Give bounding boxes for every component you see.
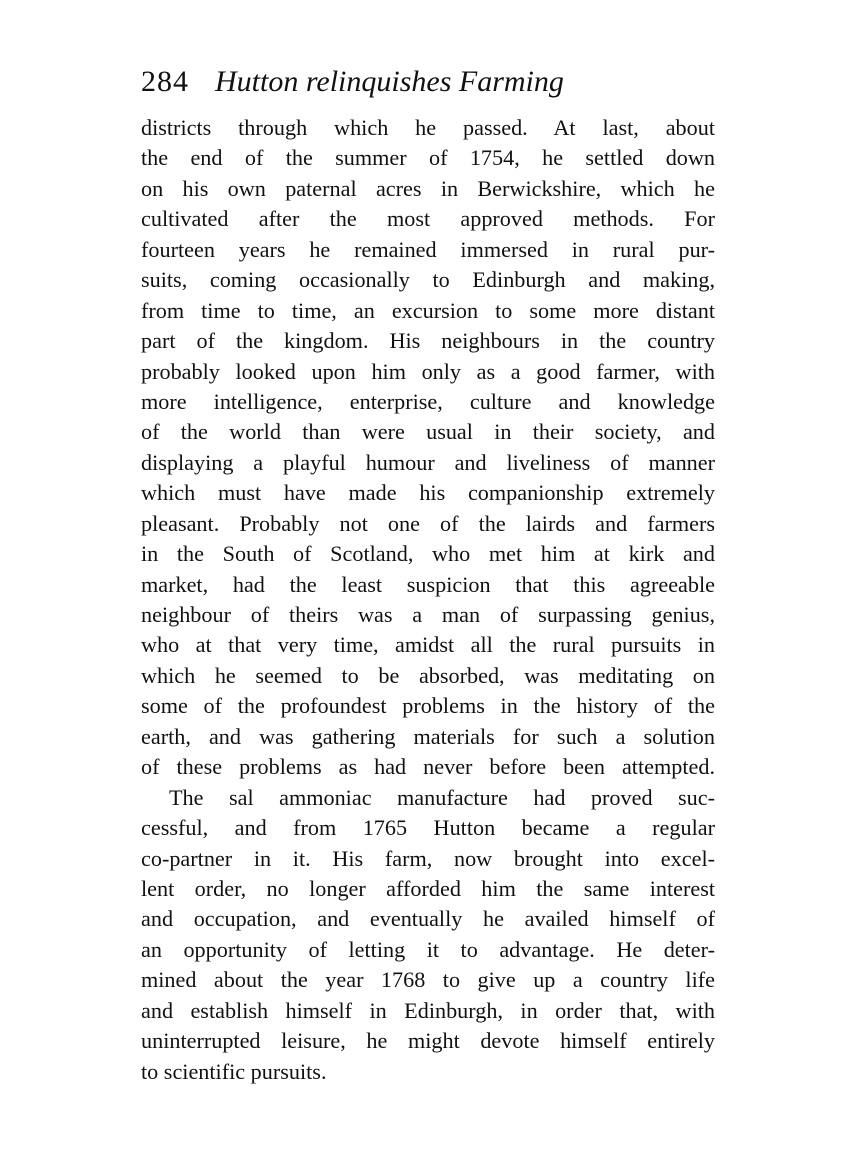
text-line: and establish himself in Edinburgh, in order that, with <box>141 997 715 1023</box>
text-line: pleasant. Probably not one of the lairds and farmers <box>141 510 715 536</box>
text-line: some of the profoundest problems in the history of the <box>141 693 715 719</box>
text-line: part of the kingdom. His neighbours in the country <box>141 328 715 354</box>
text-line: neighbour of theirs was a man of surpassing genius, <box>141 602 715 627</box>
text-line: and occupation, and eventually he availed himself of <box>141 906 715 932</box>
running-head <box>141 62 721 102</box>
text-line: probably looked upon him only as a good farmer, with <box>141 358 715 384</box>
text-line: cessful, and from 1765 Hutton became a regular <box>141 815 715 841</box>
text-line: market, had the least suspicion that this agreeable <box>141 571 715 597</box>
text-line: The sal ammoniac manufacture had proved suc- <box>169 784 715 810</box>
text-line: on his own paternal acres in Berwickshire, which he <box>141 175 715 201</box>
text-line: earth, and was gathering materials for such a solution <box>141 723 715 749</box>
text-line: fourteen years he remained immersed in rural pur- <box>141 236 715 262</box>
text-line: the end of the summer of 1754, he settled down <box>141 145 715 171</box>
text-line: mined about the year 1768 to give up a country life <box>141 967 715 993</box>
paragraph-2 <box>141 783 715 1087</box>
text-line: which he seemed to be absorbed, was meditating on <box>141 662 715 688</box>
text-line: cultivated after the most approved methods. For <box>141 206 715 232</box>
text-line: which must have made his companionship extremely <box>141 480 715 506</box>
text-line: uninterrupted leisure, he might devote himself entirely <box>141 1028 715 1054</box>
text-line: of the world than were usual in their society, and <box>141 419 715 445</box>
text-line: suits, coming occasionally to Edinburgh and making, <box>141 267 715 293</box>
text-line: more intelligence, enterprise, culture and knowledge <box>141 388 715 414</box>
body-text <box>141 113 715 1087</box>
text-line: districts through which he passed. At last, about <box>141 115 715 140</box>
running-title: Hutton relinquishes Farming <box>215 65 564 98</box>
text-line: an opportunity of letting it to advantage. He deter- <box>141 936 715 962</box>
text-line: from time to time, an excursion to some more distant <box>141 297 715 323</box>
text-line: to scientific pursuits. <box>141 1058 327 1084</box>
text-line: displaying a playful humour and liveliness of manner <box>141 449 715 475</box>
page-number: 284 <box>141 65 189 98</box>
text-line: in the South of Scotland, who met him at kirk and <box>141 541 715 567</box>
text-line: lent order, no longer afforded him the same interest <box>141 875 715 901</box>
paragraph-1 <box>141 113 715 783</box>
text-line: who at that very time, amidst all the rural pursuits in <box>141 632 715 658</box>
text-line: of these problems as had never before been attempted. <box>141 754 715 780</box>
text-line: co-partner in it. His farm, now brought into excel- <box>141 845 715 871</box>
